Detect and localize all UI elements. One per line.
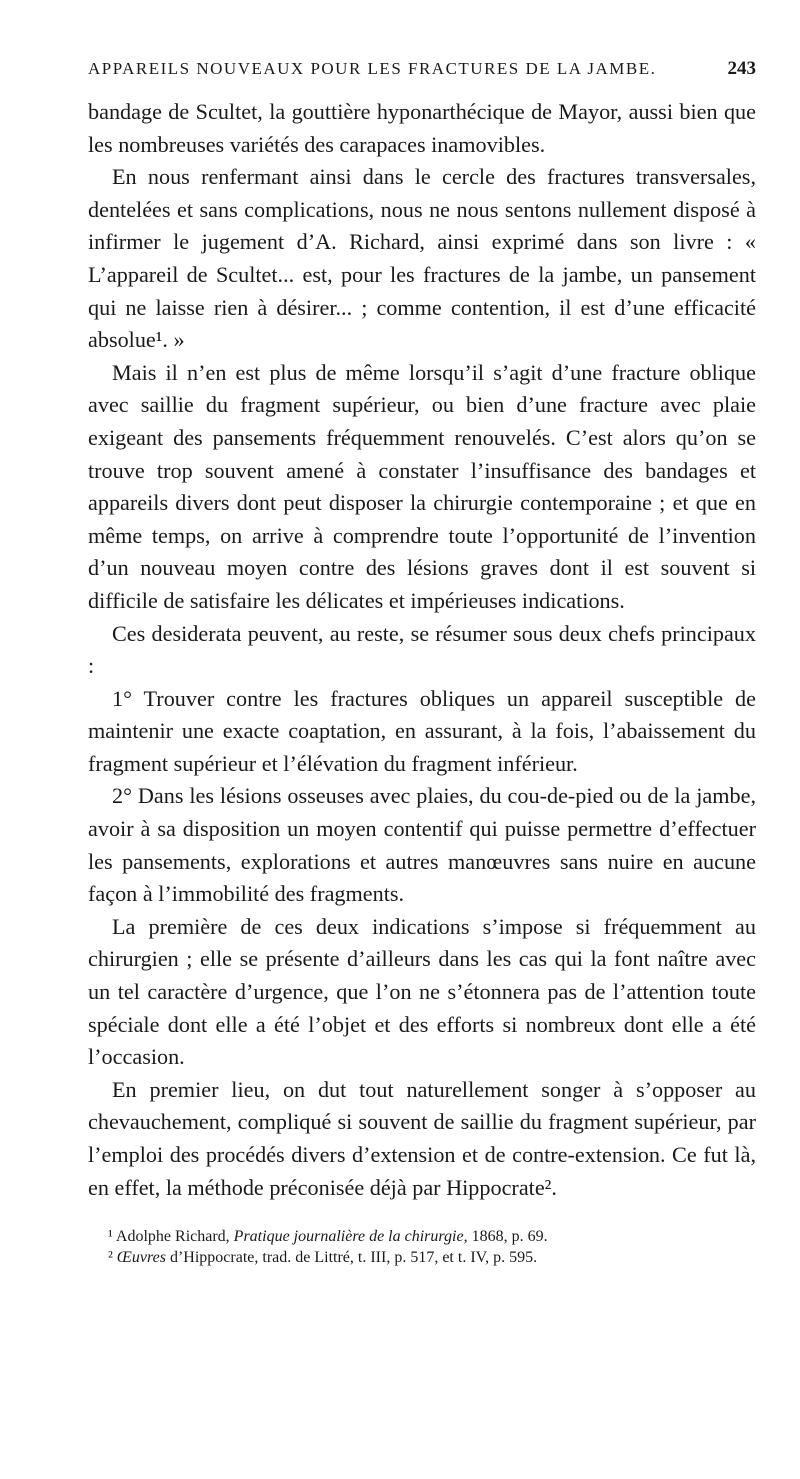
- footnote-2: [108, 1247, 756, 1268]
- paragraph-5: 1° Trouver contre les fractures obliques un appareil susceptible de maintenir une exacte coaptation, en assurant, à la fois, l’abaissement du fragment supérieur et l’élévation du fragment inférieur.: [88, 685, 756, 776]
- footnotes: [88, 1226, 756, 1268]
- footnote-rest: d’Hippocrate, trad. de Littré, t. III, p. 517, et t. IV, p. 595.: [169, 1249, 538, 1267]
- running-head: [88, 58, 756, 88]
- paragraph-8: En premier lieu, on dut tout naturellement songer à s’opposer au chevauchement, compliqué si souvent de saillie du fragment supérieur, par l’emploi des procédés divers d’extension et de contre-extension. Ce fut là, en effet, la méthode préconisée déjà par Hippocrate².: [88, 1076, 756, 1200]
- paragraph-6: 2° Dans les lésions osseuses avec plaies, du cou-de-pied ou de la jambe, avoir à sa disposition un moyen contentif qui puisse permettre d’effectuer les pansements, explorations et autres manœuvres sans nuire en aucune façon à l’immobilité des fragments.: [88, 783, 756, 907]
- footnote-rest: 1868, p. 69.: [471, 1228, 548, 1246]
- running-title: APPAREILS NOUVEAUX POUR LES FRACTURES DE LA JAMBE.: [88, 59, 657, 78]
- footnote-1: [108, 1226, 756, 1247]
- book-page: [88, 58, 756, 1268]
- paragraph-3: Mais il n’en est plus de même lorsqu’il s’agit d’une fracture oblique avec saillie du fragment supérieur, ou bien d’une fracture avec plaie exigeant des pansements fréquemment renouvelés. C’est alors qu’on se trouve trop souvent amené à constater l’insuffisance des bandages et appareils divers dont peut disposer la chirurgie contemporaine ; et que en même temps, on arrive à comprendre toute l’opportunité de l’invention d’un nouveau moyen contre des lésions graves dont il est souvent si difficile de satisfaire les délicates et impérieuses indications.: [88, 359, 756, 613]
- footnote-mark: ²: [108, 1249, 113, 1267]
- footnote-mark: ¹: [108, 1228, 113, 1246]
- page-number: 243: [727, 58, 756, 79]
- footnote-title: Pratique journalière de la chirurgie,: [233, 1228, 468, 1246]
- footnote-author: Adolphe Richard,: [115, 1228, 230, 1246]
- footnote-title: Œuvres: [116, 1249, 166, 1267]
- paragraph-1: bandage de Scultet, la gouttière hyponarthécique de Mayor, aussi bien que les nombreuses variétés des carapaces inamovibles.: [88, 99, 756, 157]
- body-text: [88, 96, 756, 1204]
- paragraph-4: Ces desiderata peuvent, au reste, se résumer sous deux chefs principaux :: [88, 620, 756, 679]
- paragraph-7: La première de ces deux indications s’impose si fréquemment au chirurgien ; elle se présente d’ailleurs dans les cas qui la font naître avec un tel caractère d’urgence, que l’on ne s’étonnera pas de l’attention toute spéciale dont elle a été l’objet et des efforts si nombreux dont elle a été l’occasion.: [88, 913, 756, 1070]
- paragraph-2: En nous renfermant ainsi dans le cercle des fractures transversales, dentelées et sans complications, nous ne nous sentons nullement disposé à infirmer le jugement d’A. Richard, ainsi exprimé dans son livre : « L’appareil de Scultet... est, pour les fractures de la jambe, un pansement qui ne laisse rien à désirer... ; comme contention, il est d’une efficacité absolue¹. »: [88, 164, 756, 353]
